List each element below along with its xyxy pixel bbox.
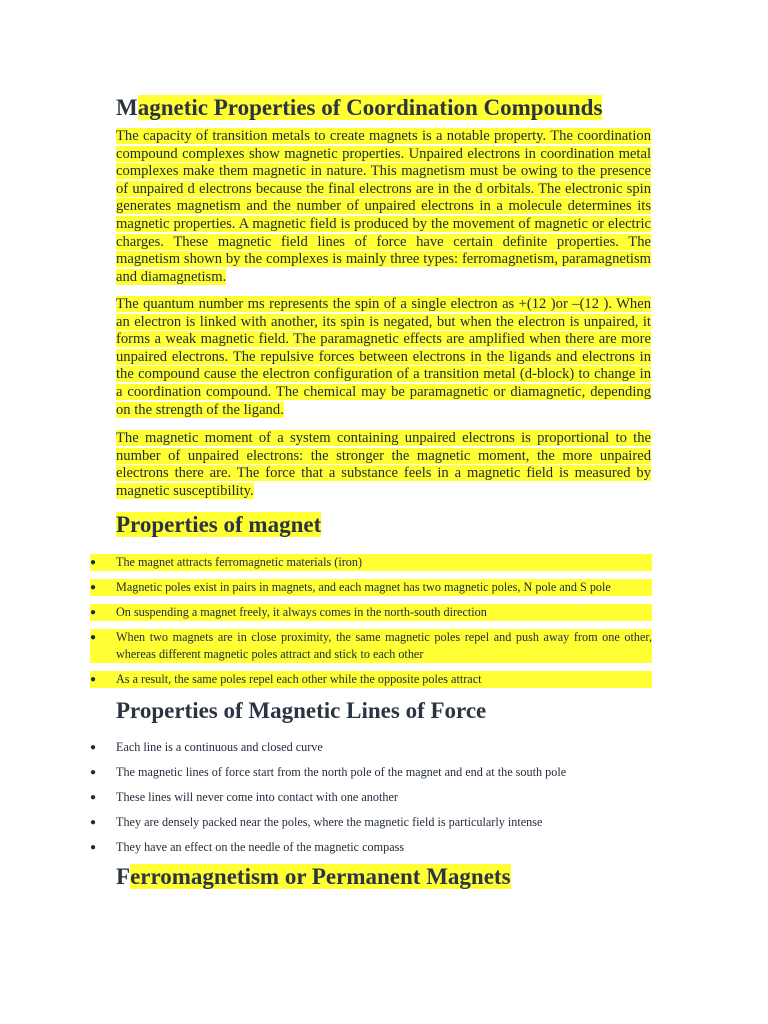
heading-properties-of-magnet [116, 510, 321, 540]
page-title [116, 93, 602, 123]
heading-magnetic-lines-of-force: Properties of Magnetic Lines of Force [116, 698, 487, 723]
list-item-text: The magnetic lines of force start from the north pole of the magnet and end at the south pole [116, 765, 567, 779]
bullet-icon: ● [90, 842, 97, 853]
list-item [90, 579, 652, 596]
paragraph-quantum-spin [116, 296, 651, 419]
list-item-text: These lines will never come into contact with one another [116, 790, 398, 804]
bullet-icon: ● [90, 607, 97, 618]
bullet-icon: ● [90, 742, 97, 753]
list-item [90, 739, 652, 756]
list-item [90, 839, 652, 856]
list-item-text: The magnet attracts ferromagnetic materials (iron) [116, 555, 363, 569]
paragraph-text: The capacity of transition metals to create magnets is a notable property. The coordination compound complexes show magnetic properties. Unpaired electrons in coordination metal complexes make them magnetic in nature. This magnetism must be owing to the presence of unpaired d electrons because the final electrons are in the d orbitals. The electronic spin generates magnetism and the number of unpaired electrons in a molecule determines its magnetic properties. A magnetic field is produced by the movement of magnetic or electric charges. These magnetic field lines of force have certain definite properties. The magnetism shown by the complexes is mainly three types: ferromagnetism, paramagnetism and diamagnetism. [116, 128, 651, 285]
list-item [90, 554, 652, 571]
bullet-icon: ● [90, 767, 97, 778]
heading-highlighted: erromagnetism or Permanent Magnets [130, 864, 511, 889]
list-item [90, 764, 652, 781]
list-item-text: When two magnets are in close proximity, the same magnetic poles repel and push away from one other, whereas different magnetic poles attract and stick to each other [116, 630, 652, 661]
heading-text: Properties of magnet [116, 512, 322, 537]
list-item [90, 629, 652, 663]
heading-first-letter: F [116, 864, 131, 889]
title-first-letter: M [116, 95, 138, 120]
bullet-icon: ● [90, 674, 97, 685]
list-item-text: They have an effect on the needle of the magnetic compass [116, 840, 405, 854]
bullet-icon: ● [90, 557, 97, 568]
list-item-text: On suspending a magnet freely, it always comes in the north-south direction [116, 605, 487, 619]
paragraph-magnetism-intro [116, 128, 651, 286]
list-item-text: Each line is a continuous and closed curve [116, 740, 323, 754]
lines-of-force-list [90, 739, 652, 864]
list-item-text: Magnetic poles exist in pairs in magnets, and each magnet has two magnetic poles, N pole and S pole [116, 580, 611, 594]
paragraph-text: The quantum number ms represents the spin of a single electron as +(12 )or –(12 ). When an electron is linked with another, its spin is negated, but when the electron is unpaired, it forms a weak magnetic field. The paramagnetic effects are amplified when there are more unpaired electrons. The repulsive forces between electrons in the ligands and electrons in the compound cause the electron configuration of a transition metal (d-block) to change in a coordination compound. The chemical may be paramagnetic or diamagnetic, depending on the strength of the ligand. [116, 296, 651, 418]
paragraph-text: The magnetic moment of a system containing unpaired electrons is proportional to the number of unpaired electrons: the stronger the magnetic moment, the more unpaired electrons there are. The force that a substance feels in a magnetic field is measured by magnetic susceptibility. [116, 430, 651, 499]
list-item [90, 671, 652, 688]
paragraph-magnetic-moment [116, 430, 651, 500]
title-highlighted: agnetic Properties of Coordination Compounds [137, 95, 603, 120]
heading-ferromagnetism [116, 862, 511, 892]
list-item-text: As a result, the same poles repel each other while the opposite poles attract [116, 672, 482, 686]
list-item [90, 789, 652, 806]
list-item [90, 604, 652, 621]
bullet-icon: ● [90, 817, 97, 828]
bullet-icon: ● [90, 632, 97, 643]
bullet-icon: ● [90, 582, 97, 593]
list-item [90, 814, 652, 831]
bullet-icon: ● [90, 792, 97, 803]
magnet-properties-list [90, 554, 652, 696]
list-item-text: They are densely packed near the poles, where the magnetic field is particularly intense [116, 815, 543, 829]
